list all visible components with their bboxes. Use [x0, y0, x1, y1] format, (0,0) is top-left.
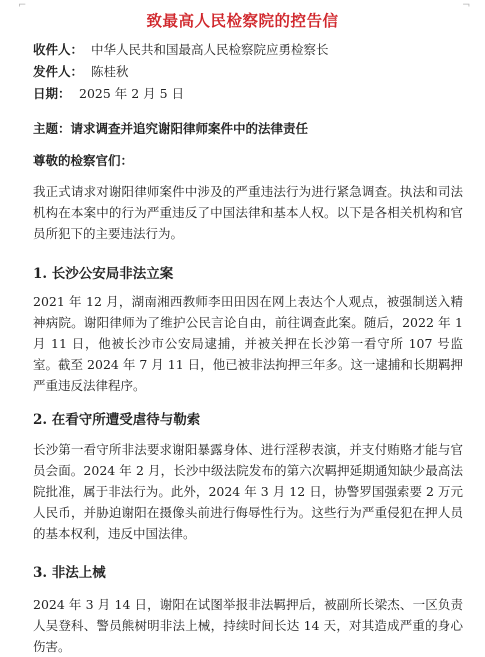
page-corner-mark: ⌐: [18, 0, 27, 11]
date-label: 日期：: [33, 86, 71, 101]
sender-row: [33, 62, 129, 80]
section-body: 2021 年 12 月，湖南湘西教师李田田因在网上表达个人观点，被强制送入精神病院。谢阳律师为了维护公民言论自由，前往调查此案。随后，2022 年 1 月 11 日，他被长沙市公安局逮捕，并被关押在长沙第一看守所 107 号监室。截至 2024 年 7 月 11 日，他已被非法拘押三年多。这一逮捕和长期羁押严重违反法律程序。: [33, 294, 463, 393]
section-heading: 1. 长沙公安局非法立案: [33, 266, 174, 282]
recipient-label: 收件人：: [33, 42, 84, 57]
date-value: 2025 年 2 月 5 日: [79, 86, 185, 101]
salutation: 尊敬的检察官们：: [33, 153, 134, 168]
document-title: 致最高人民检察院的控告信: [146, 11, 339, 30]
sender-label: 发件人：: [33, 64, 84, 79]
page-corner-mark: ¬: [462, 0, 471, 11]
subject-line: 主题：请求调查并追究谢阳律师案件中的法律责任: [33, 121, 309, 136]
section-heading: 2. 在看守所遭受虐待与勒索: [33, 412, 201, 428]
section-body: 2024 年 3 月 14 日，谢阳在试图举报非法羁押后，被副所长梁杰、一区负责人吴登科、警员熊树明非法上械，持续时间长达 14 天，对其造成严重的身心伤害。: [33, 597, 463, 654]
sender-value: 陈桂秋: [91, 64, 129, 79]
date-row: [33, 84, 184, 102]
intro-paragraph: 我正式请求对谢阳律师案件中涉及的严重违法行为进行紧急调查。执法和司法机构在本案中的行为严重违反了中国法律和基本人权。以下是各相关机构和官员所犯下的主要违法行为。: [33, 184, 463, 241]
section-heading: 3. 非法上械: [33, 565, 106, 581]
recipient-value: 中华人民共和国最高人民检察院应勇检察长: [91, 42, 329, 57]
section-body: 长沙第一看守所非法要求谢阳暴露身体、进行淫秽表演，并支付贿赂才能与官员会面。2024 年 2 月，长沙中级法院发布的第六次羁押延期通知缺少最高法院批准，属于非法行为。此外，2024 年 3 月 12 日，协警罗国强索要 2 万元人民币，并胁迫谢阳在摄像头前进行侮辱性行为。这些行为严重侵犯在押人员的基本权利，违反中国法律。: [33, 442, 463, 541]
recipient-row: [33, 40, 329, 58]
